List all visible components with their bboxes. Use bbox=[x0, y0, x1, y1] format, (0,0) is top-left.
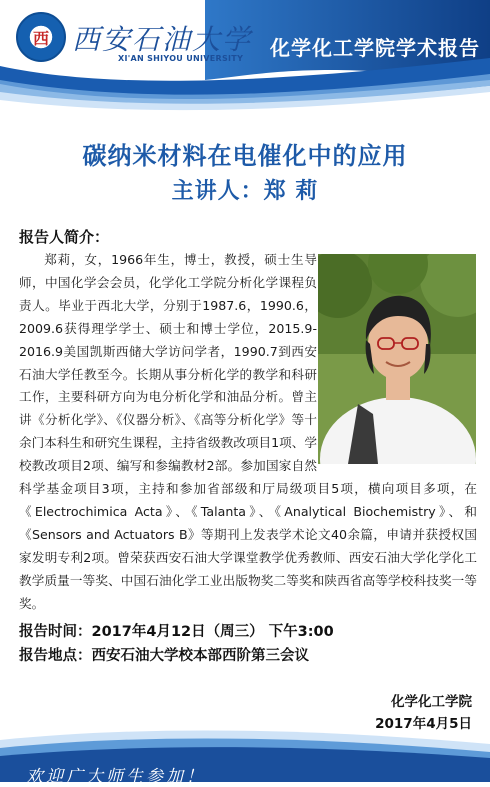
poster-header bbox=[0, 0, 490, 112]
speaker-name: 主讲人：郑 莉 bbox=[171, 179, 319, 204]
welcome-message: 欢迎广大师生参加！ bbox=[26, 767, 206, 787]
talk-title: 碳纳米材料在电催化中的应用 bbox=[82, 142, 408, 170]
university-name-cn: 西安石油大学 bbox=[72, 23, 253, 56]
bio-text: 郑莉，女，1966年生，博士，教授，硕士生导师，中国化学会会员，化学化工学院分析化学课程负责人。毕业于西北大学，分别于1987.6，1990.6，2009.6获得理学学士、硕士和博士学位，2015.9-2016.9美国凯斯西储大学访问学者，1990.7到西安石油大学任教至今。长期从事分析化学的教学和科研工作，主要科研方向为电分析化学和油品分析。曾主讲《分析化学》、《仪器分析》、《高等分析化学》等十余门本科生和研究生课程，主持省级教改项目1项、学校教改项目2项、编写和参编教材2部。参加国家自然科学基金项目3项，主持和参加省部级和厅局级项目5项，横向项目多项，在《Electrochimica Acta》、《Talanta》、《Analytical Biochemistry》、和《Sensors and Actuators B》等期刊上发表学术论文40余篇，申请并获授权国家发明专利2项。曾荣获西安石油大学课堂教学优秀教师、西安石油大学化学化工教学质量一等奖、中国石油化学工业出版物奖二等奖和陕西省高等学校科技奖一等奖。 bbox=[19, 252, 477, 611]
photo-spacer bbox=[317, 249, 477, 471]
university-name-en: XI'AN SHIYOU UNIVERSITY bbox=[118, 54, 244, 63]
university-logo: 西 bbox=[16, 12, 66, 62]
announcement-date: 2017年4月5日 bbox=[375, 716, 472, 732]
talk-location: 报告地点：西安石油大学校本部西阶第三会议 bbox=[19, 648, 309, 664]
speaker-intro-heading: 报告人简介： bbox=[19, 228, 110, 246]
speaker-bio bbox=[19, 249, 477, 616]
talk-time: 报告时间：2017年4月12日（周三） 下午3:00 bbox=[19, 624, 334, 640]
organizer-signature: 化学化工学院 bbox=[391, 694, 472, 710]
department-title: 化学化工学院学术报告 bbox=[270, 36, 480, 60]
